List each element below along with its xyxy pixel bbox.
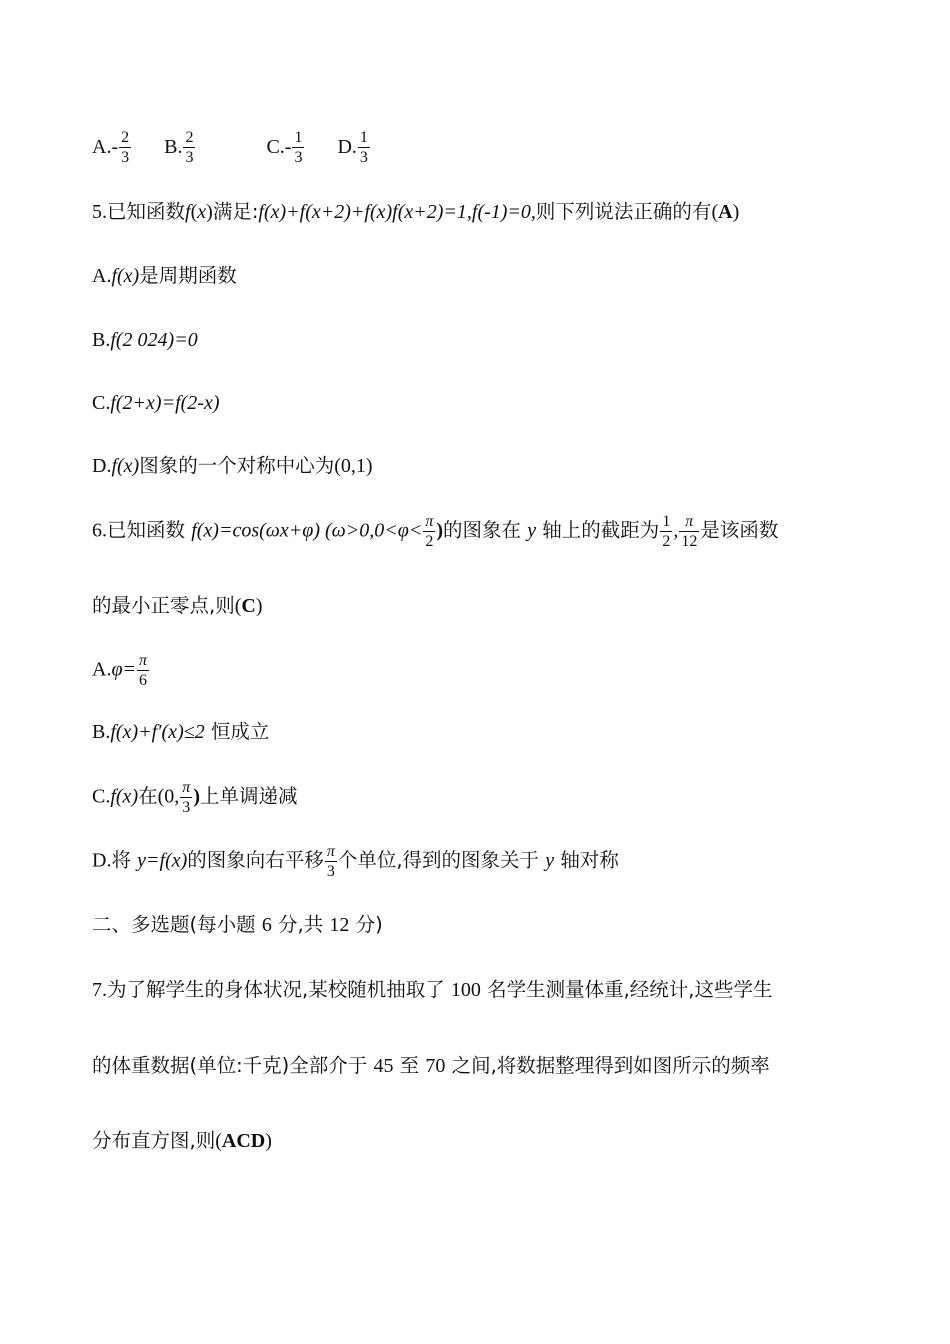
q6-option-c: C.f(x)在(0, $\frac{\pi}{3}$ )上单调递减 [92, 779, 298, 816]
q5-stem: 5.已知函数f(x)满足:f(x)+f(x+2)+f(x)f(x+2)=1,f(-1)=0,则下列说法正确的有(A) [92, 200, 740, 223]
q5-option-b: B.f(2 024)=0 [92, 329, 198, 351]
q5-option-a: A.f(x)是周期函数 [92, 264, 237, 287]
q7-stem-line3: 分布直方图,则(ACD) [92, 1129, 272, 1152]
q4-option-a: A.- $\frac{2}{3}$ [92, 129, 130, 166]
q7-answer: ACD [221, 1130, 266, 1152]
q7-stem-line1: 7.为了解学生的身体状况,某校随机抽取了 100 名学生测量体重,经统计,这些学生 [92, 978, 773, 1001]
q4-option-b: B. $\frac{2}{3}$ [164, 129, 194, 166]
q6-option-b: B.f(x)+f′(x)≤2 恒成立 [92, 720, 270, 743]
q7-stem-line2: 的体重数据(单位:千克)全部介于 45 至 70 之间,将数据整理得到如图所示的频率 [92, 1054, 770, 1077]
q6-option-d: D.将 y=f(x)的图象向右平移 $\frac{\pi}{3}$ 个单位,得到的图象关于 y 轴对称 [92, 843, 619, 880]
q4-option-d: D. $\frac{1}{3}$ [337, 129, 368, 166]
section-heading-multiple-choice: 二、多选题(每小题 6 分,共 12 分) [92, 913, 383, 936]
q6-stem-line1: 6.已知函数 f(x)=cos(ωx+φ) (ω>0,0<φ< $\frac{\pi}{2}$ )的图象在 y 轴上的截距为 $\frac{1}{2}$ , $\frac{\pi}{12}$ 是该函数 [92, 513, 779, 550]
q5-answer: A [718, 201, 733, 223]
q5-option-d: D.f(x)图象的一个对称中心为(0,1) [92, 454, 373, 477]
q6-answer: C [241, 595, 256, 617]
q4-options [92, 130, 371, 166]
q5-option-c: C.f(2+x)=f(2-x) [92, 392, 220, 414]
q6-option-a: A.φ= $\frac{\pi}{6}$ [92, 652, 148, 689]
q6-stem-line2: 的最小正零点,则(C) [92, 594, 263, 617]
q4-option-c: C.- $\frac{1}{3}$ [266, 129, 303, 166]
